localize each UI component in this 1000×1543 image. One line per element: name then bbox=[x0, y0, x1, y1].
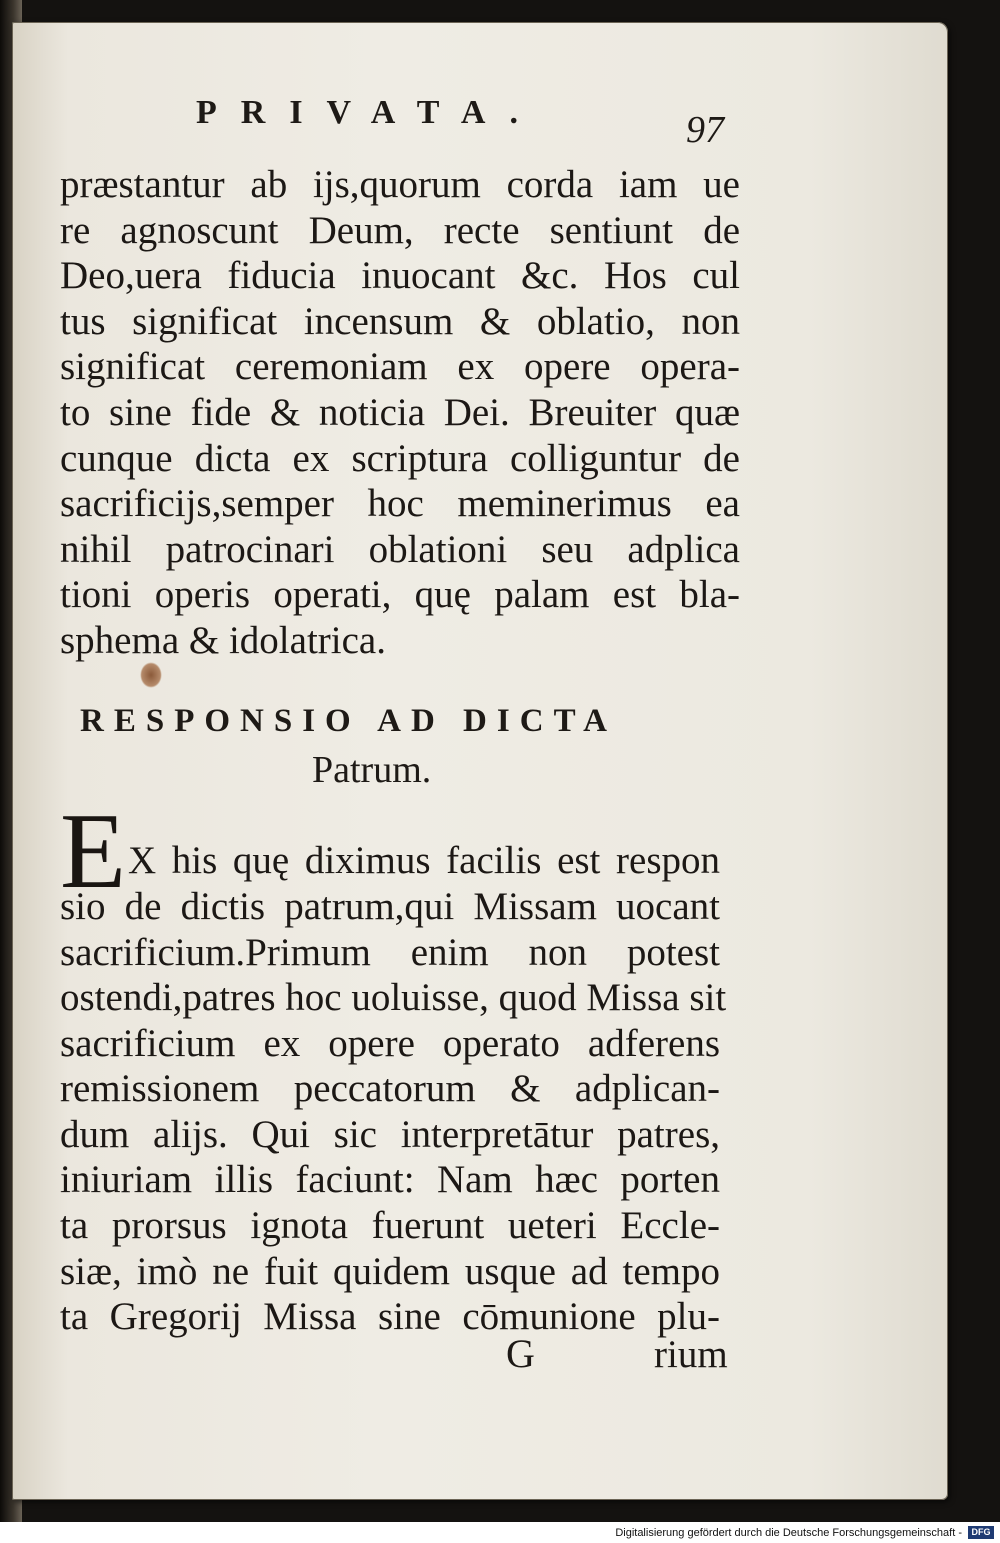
section-heading: RESPONSIO AD DICTA bbox=[80, 703, 617, 739]
drop-initial: E bbox=[60, 792, 126, 911]
initial-paragraph-continued bbox=[60, 884, 720, 975]
catchword: rium bbox=[654, 1333, 728, 1376]
text-line: ta Gregorij Missa sine cōmunione plu- bbox=[60, 1295, 720, 1339]
text-line: nihil patrocinari oblationi seu adplica bbox=[60, 527, 740, 571]
ink-stain bbox=[140, 662, 162, 688]
text-line: to sine fide & noticia Dei. Breuiter quæ bbox=[60, 390, 740, 434]
signature-mark: G bbox=[506, 1331, 535, 1376]
text-line: sacrificium.Primum enim non potest bbox=[60, 930, 720, 974]
text-line: significat ceremoniam ex opere opera- bbox=[60, 345, 740, 389]
text-line: tus significat incensum & oblatio, non bbox=[60, 299, 740, 343]
text-line: præstantur ab ijs,quorum corda iam ue bbox=[60, 163, 740, 206]
text-line: remissionem peccatorum & adplican- bbox=[60, 1067, 720, 1111]
text-line: sphema & idolatrica. bbox=[60, 618, 386, 662]
funding-credit: Digitalisierung gefördert durch die Deutsche Forschungsgemeinschaft - bbox=[615, 1527, 962, 1539]
text-line: ta prorsus ignota fuerunt ueteri Eccle- bbox=[60, 1203, 720, 1247]
initial-paragraph bbox=[128, 838, 720, 884]
text-line: sacrificijs,semper hoc meminerimus ea bbox=[60, 482, 740, 526]
section-subheading: Patrum. bbox=[312, 749, 432, 791]
body-paragraph bbox=[60, 975, 727, 1340]
text-line: re agnoscunt Deum, recte sentiunt de bbox=[60, 208, 740, 252]
footer-bar bbox=[0, 1522, 1000, 1543]
text-line: tioni operis operati, quę palam est bla- bbox=[60, 573, 740, 617]
text-line: dum alijs. Qui sic interpretātur patres, bbox=[60, 1112, 720, 1156]
text-line: sacrificium ex opere operato adferens bbox=[60, 1021, 720, 1065]
text-line: sio de dictis patrum,qui Missam uocant bbox=[60, 885, 720, 928]
text-line: cunque dicta ex scriptura colliguntur de bbox=[60, 436, 740, 480]
running-head: PRIVATA. bbox=[196, 94, 542, 131]
dfg-logo: DFG bbox=[968, 1526, 994, 1539]
page-number: 97 bbox=[686, 109, 724, 151]
top-paragraph bbox=[60, 162, 740, 664]
text-line: ostendi,patres hoc uoluisse, quod Missa sit bbox=[60, 976, 727, 1019]
text-line: siæ, imò ne fuit quidem usque ad tempo bbox=[60, 1249, 720, 1293]
text-line: X his quę diximus facilis est respon bbox=[128, 839, 720, 882]
text-line: iniuriam illis faciunt: Nam hæc porten bbox=[60, 1158, 720, 1202]
text-line: Deo,uera fiducia inuocant &c. Hos cul bbox=[60, 254, 740, 298]
